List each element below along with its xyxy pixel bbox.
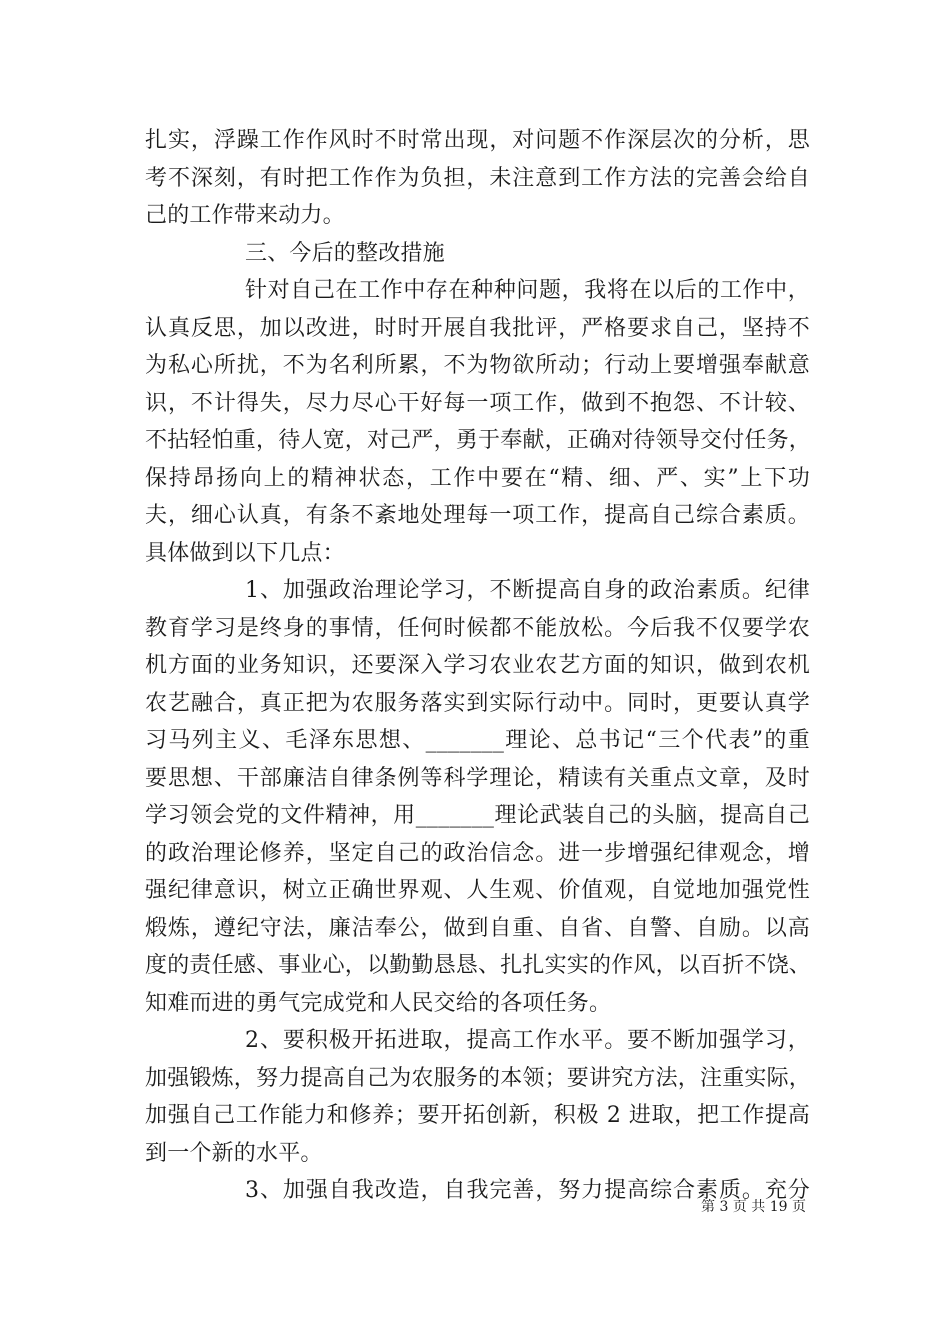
text-line-26: 加强锻炼，努力提高自己为农服务的本领；要讲究方法，注重实际， [145, 1065, 812, 1091]
text-line-27: 加强自己工作能力和修养；要开拓创新，积极 2 进取，把工作提高 [145, 1103, 810, 1128]
numbered-item-3: 3、加强自我改造，自我完善，努力提高综合素质。充分 [245, 1178, 810, 1203]
numbered-item-1: 1、加强政治理论学习，不断提高自身的政治素质。纪律 [245, 578, 810, 603]
text-line-15: 机方面的业务知识，还要深入学习农业农艺方面的知识，做到农机 [145, 653, 810, 678]
text-line-3: 己的工作带来动力。 [145, 203, 345, 228]
text-line-2: 考不深刻，有时把工作作为负担，未注意到工作方法的完善会给自 [145, 165, 810, 191]
text-line-22: 煅炼，遵纪守法，廉洁奉公，做到自重、自省、自警、自励。以高 [145, 915, 810, 941]
section-heading: 三、今后的整改措施 [245, 240, 445, 266]
text-line-20: 的政治理论修养，坚定自己的政治信念。进一步增强纪律观念，增 [145, 840, 810, 866]
text-line-7: 为私心所扰，不为名利所累，不为物欲所动；行动上要增强奉献意 [145, 353, 810, 378]
text-line-1: 扎实，浮躁工作作风时不时常出现，对问题不作深层次的分析，思 [145, 128, 810, 153]
text-line-9: 不拈轻怕重，待人宽，对己严，勇于奉献，正确对待领导交付任务， [145, 428, 812, 453]
text-line-23: 度的责任感、事业心，以勤勤恳恳、扎扎实实的作风，以百折不饶、 [145, 953, 812, 978]
page-number-footer: 第 3 页 共 19 页 [701, 1199, 806, 1215]
text-line-16: 农艺融合，真正把为农服务落实到实际行动中。同时，更要认真学 [145, 690, 810, 716]
document-body [145, 122, 810, 1210]
numbered-item-2: 2、要积极开拓进取，提高工作水平。要不断加强学习， [245, 1028, 810, 1053]
text-line-12: 具体做到以下几点： [145, 540, 345, 566]
text-line-10: 保持昂扬向上的精神状态，工作中要在“精、细、严、实”上下功 [145, 465, 810, 491]
text-line-21: 强纪律意识，树立正确世界观、人生观、价值观，自觉地加强党性 [145, 878, 810, 903]
text-line-6: 认真反思，加以改进，时时开展自我批评，严格要求自己，坚持不 [145, 315, 810, 341]
text-line-18: 要思想、干部廉洁自律条例等科学理论，精读有关重点文章，及时 [145, 765, 810, 791]
text-line-8: 识，不计得失，尽力尽心干好每一项工作，做到不抱怨、不计较、 [145, 390, 810, 416]
text-line-5: 针对自己在工作中存在种种问题，我将在以后的工作中， [245, 278, 810, 303]
text-line-28: 到一个新的水平。 [145, 1140, 323, 1166]
text-line-24: 知难而进的勇气完成党和人民交给的各项任务。 [145, 990, 612, 1016]
text-line-19: 学习领会党的文件精神，用_______理论武装自己的头脑，提高自己 [145, 803, 810, 828]
text-line-11: 夫，细心认真，有条不紊地处理每一项工作，提高自己综合素质。 [145, 503, 810, 528]
text-line-17: 习马列主义、毛泽东思想、_______理论、总书记“三个代表”的重 [145, 728, 810, 753]
text-line-14: 教育学习是终身的事情，任何时候都不能放松。今后我不仅要学农 [145, 615, 810, 641]
